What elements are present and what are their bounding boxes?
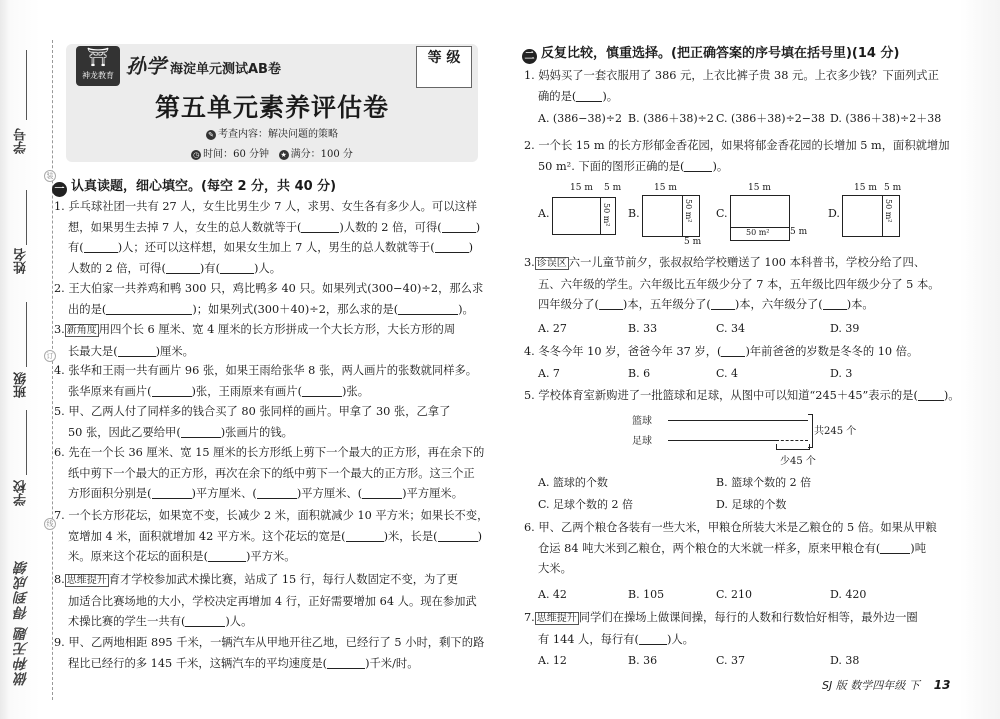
rectangle-diagrams: A. 15 m 5 m 50 m² B. 15 m 50 m² 5 m C. 15 m 50 m² 5 m D. 15 m 5 m 50 m² (538, 183, 902, 247)
figure-b-rect (642, 195, 684, 237)
option-b[interactable]: B. (386＋38)÷2 (628, 112, 714, 125)
choice-options-7 (538, 652, 978, 672)
answer-blank[interactable] (684, 159, 712, 172)
answer-blank[interactable] (257, 486, 297, 499)
figure-b-label[interactable]: B. (628, 207, 640, 220)
answer-blank[interactable] (721, 344, 745, 357)
tag-misconception: 诊误区 (536, 258, 567, 269)
option-c[interactable]: C. 4 (716, 367, 739, 380)
answer-blank[interactable] (639, 632, 667, 645)
choice-question-6: 6. 甲、乙两个粮仓各装有一些大米，甲粮仓所装大米是乙粮仓的 5 倍。如果从甲粮 仓运 84 吨大米到乙粮仓，两个粮仓的大米就一样多，原来甲粮仓有( )吨 大米。 (524, 521, 937, 575)
answer-blank[interactable] (346, 529, 384, 542)
choice-question-1: 1. 妈妈买了一套衣服用了 386 元，上衣比裤子贵 38 元。上衣多少钱？下面列式正 确的是( )。 (524, 69, 939, 103)
grade-box (416, 46, 472, 88)
answer-blank[interactable] (599, 297, 623, 310)
section-2-badge: 二 (522, 49, 537, 64)
exam-time-score: ◷ 时间：60 分钟 ★ 满分：100 分 (193, 149, 353, 160)
option-c[interactable]: C. 34 (716, 322, 746, 335)
question-4: 4. 张华和王雨一共有画片 96 张，如果王雨给张华 8 张，两人画片的张数就同样多。 张华原来有画片( )张，王雨原来有画片( )张。 (54, 364, 478, 398)
answer-blank[interactable] (918, 388, 944, 401)
choice-options-1 (538, 110, 978, 130)
option-c[interactable]: C. (386＋38)÷2−38 (716, 112, 826, 125)
series-brand (126, 50, 281, 79)
section-1-badge: 一 (52, 182, 67, 197)
slogan-text: 做种无题 得到成绩 (14, 560, 30, 686)
choice-options-3 (538, 320, 978, 340)
exam-scope: ✎ 考查内容：解决问题的策略 (66, 125, 478, 140)
section-1-heading (52, 175, 336, 197)
option-d[interactable]: D. 3 (830, 367, 853, 380)
section-1-title: 认真读题，细心填空。(每空 2 分，共 40 分) (71, 179, 337, 194)
publisher-logo (76, 46, 120, 86)
answer-blank[interactable] (823, 297, 847, 310)
basketball-segment (668, 420, 808, 421)
footer-edition: SJ 版 数学四年级 下 (822, 679, 920, 692)
answer-blank[interactable] (84, 240, 118, 253)
option-d[interactable]: D. (386＋38)÷2＋38 (830, 112, 942, 125)
answer-blank[interactable] (302, 384, 342, 397)
page-footer (822, 677, 950, 693)
temple-icon: ⛩ (86, 47, 110, 68)
figure-a-rect (552, 197, 602, 235)
option-b[interactable]: B. 36 (628, 654, 658, 667)
score-icon: ★ (280, 150, 287, 159)
answer-blank[interactable] (152, 486, 192, 499)
answer-blank[interactable] (362, 486, 402, 499)
cut-line (52, 40, 53, 700)
tag-thinking: 思维提升 (536, 613, 577, 624)
choice-options-6 (538, 586, 978, 606)
label-class: 班级 (14, 372, 29, 398)
figure-d-rect (842, 195, 884, 237)
option-b[interactable]: B. 105 (628, 588, 665, 601)
difference-brace (776, 444, 810, 450)
answer-blank[interactable] (398, 302, 458, 315)
figure-c-label[interactable]: C. (716, 207, 728, 220)
answer-blank[interactable] (152, 384, 192, 397)
choice-question-4: 4. 冬冬今年 10 岁，爸爸今年 37 岁，( )年前爸爸的岁数是冬冬的 10 倍。 (524, 345, 919, 358)
option-d[interactable]: D. 420 (830, 588, 867, 601)
answer-blank[interactable] (435, 240, 469, 253)
page-title: 第五单元素养评估卷 (154, 93, 389, 122)
binding-hole: 线 (44, 518, 56, 530)
question-8: 8. 思维提升 育才学校参加武术操比赛，站成了 15 行，每行人数固定不变，为了更 加适合比赛场地的大小，学校决定再增加 4 行，正好需要增加 64 人。现在参加武 术操比赛的学生一共有( )人。 (54, 573, 477, 628)
label-name: 姓名 (14, 248, 29, 274)
question-6: 6. 先在一个长 36 厘米、宽 15 厘米的长方形纸上剪下一个最大的正方形，再在余下的 纸中剪下一个最大的正方形，再次在余下的纸中剪下一个最大的正方形。这三个正 方形面积分别是( )平方厘米、( )平方厘米、( )平方厘米。 (54, 446, 485, 500)
question-5: 5. 甲、乙两人付了同样多的钱合买了 80 张同样的画片。甲拿了 30 张，乙拿了 50 张，因此乙要给甲( )张画片的钱。 (54, 405, 451, 439)
option-d[interactable]: D. 39 (830, 322, 860, 335)
clock-icon: ◷ (193, 150, 200, 159)
option-b[interactable]: B. 篮球个数的 2 倍 (716, 476, 812, 489)
question-2: 2. 王大伯家一共养鸡和鸭 300 只，鸡比鸭多 40 只。如果列式(300−40)÷2，那么求 出的是( )；如果列式(300＋40)÷2，那么求的是( )。 (54, 282, 484, 316)
difference-segment (776, 440, 808, 441)
answer-blank[interactable] (166, 261, 200, 274)
choice-question-5: 5. 学校体育室新购进了一批篮球和足球，从图中可以知道“245＋45”表示的是( )。 (524, 389, 960, 402)
question-3: 3. 新角度 用四个长 6 厘米、宽 4 厘米的长方形拼成一个大长方形，大长方形的周 长最大是( )厘米。 (54, 323, 456, 358)
answer-blank[interactable] (118, 344, 156, 357)
option-c[interactable]: C. 足球个数的 2 倍 (538, 498, 634, 511)
answer-blank[interactable] (438, 529, 478, 542)
page-number: 13 (933, 678, 951, 692)
answer-blank[interactable] (442, 220, 476, 233)
logo-text: 神龙教育 (82, 71, 114, 80)
option-a[interactable]: A. 篮球的个数 (538, 476, 608, 489)
section-2-title: 反复比较，慎重选择。(把正确答案的序号填在括号里)(14 分) (541, 46, 900, 61)
option-b[interactable]: B. 6 (628, 367, 651, 380)
info-icon: ✎ (206, 130, 216, 140)
answer-blank[interactable] (880, 541, 910, 554)
question-7: 7. 一个长方形花坛，如果宽不变，长减少 2 米，面积就减少 10 平方米；如果长不变， 宽增加 4 米，面积就增加 42 平方米。这个花坛的宽是( )米，长是( ) 米。原来这个花坛的面积是( )平方米。 (54, 509, 489, 563)
answer-blank[interactable] (185, 614, 225, 627)
answer-blank[interactable] (220, 261, 254, 274)
figure-a-label[interactable]: A. (538, 207, 550, 220)
segment-diagram: 篮球 足球 共245 个 少45 个 (632, 416, 857, 467)
option-a[interactable]: A. 27 (538, 322, 567, 335)
football-segment (668, 440, 776, 441)
option-d[interactable]: D. 足球的个数 (716, 498, 787, 511)
answer-blank[interactable] (327, 656, 365, 669)
answer-blank[interactable] (301, 220, 339, 233)
choice-options-4 (538, 365, 978, 385)
option-a[interactable]: A. (386−38)÷2 (538, 112, 622, 125)
option-b[interactable]: B. 33 (628, 322, 658, 335)
option-a[interactable]: A. 7 (538, 367, 560, 380)
label-school: 学校 (14, 480, 29, 506)
binding-hole: 装 (44, 170, 56, 182)
label-student-id: 学号 (14, 128, 29, 154)
binding-hole: 订 (44, 350, 56, 362)
question-9: 9. 甲、乙两地相距 895 千米，一辆汽车从甲地开往乙地，已经行了 5 小时，剩下的路 程比已经行的多 145 千米，这辆汽车的平均速度是( )千米/时。 (54, 636, 485, 670)
option-a[interactable]: A. 12 (538, 654, 567, 667)
answer-blank[interactable] (711, 297, 735, 310)
choice-question-3: 3. 诊误区 六一儿童节前夕，张叔叔给学校赠送了 100 本科普书，学校分给了四、 五、六年级的学生。六年级比五年级少分了 7 本，五年级比四年级少分了 5 本。 四年级分了( )本，五年级分了( )本，六年级分了( )本。 (524, 256, 940, 311)
answer-blank[interactable] (576, 89, 602, 102)
choice-options-5 (538, 474, 978, 516)
answer-blank[interactable] (208, 549, 246, 562)
tag-thinking: 思维提升 (66, 575, 107, 586)
total-brace (808, 414, 813, 448)
option-c[interactable]: C. 210 (716, 588, 753, 601)
figure-c-rect (730, 195, 790, 229)
answer-blank[interactable] (106, 302, 192, 315)
grade-label: 等 级 (427, 50, 461, 66)
question-1: 1. 乒乓球社团一共有 27 人，女生比男生少 7 人，求男、女生各有多少人。可以这样 想，如果男生去掉 7 人，女生的总人数就等于( )人数的 2 倍，可得( ) 有( )人；还可以这样想，如果女生加上 7 人，男生的总人数就等于( ) 人数的 2 倍，可得( )有( )人。 (54, 200, 481, 275)
figure-d-label[interactable]: D. (828, 207, 840, 220)
brand-logo-text: 孙学 (126, 54, 166, 78)
series-name: 海淀单元测试AB卷 (170, 62, 281, 77)
answer-blank[interactable] (181, 425, 221, 438)
option-a[interactable]: A. 42 (538, 588, 567, 601)
choice-question-7: 7. 思维提升 同学们在操场上做课间操，每行的人数和行数恰好相等，最外边一圈 有 144 人，每行有( )人。 (524, 611, 918, 646)
choice-question-2: 2. 一个长 15 m 的长方形郁金香花园，如果将郁金香花园的长增加 5 m，面积就增加 50 m². 下面的图形正确的是( )。 (524, 139, 950, 173)
tag-new-angle: 新角度 (66, 325, 97, 336)
option-d[interactable]: D. 38 (830, 654, 860, 667)
option-c[interactable]: C. 37 (716, 654, 746, 667)
section-2-heading (522, 42, 899, 64)
